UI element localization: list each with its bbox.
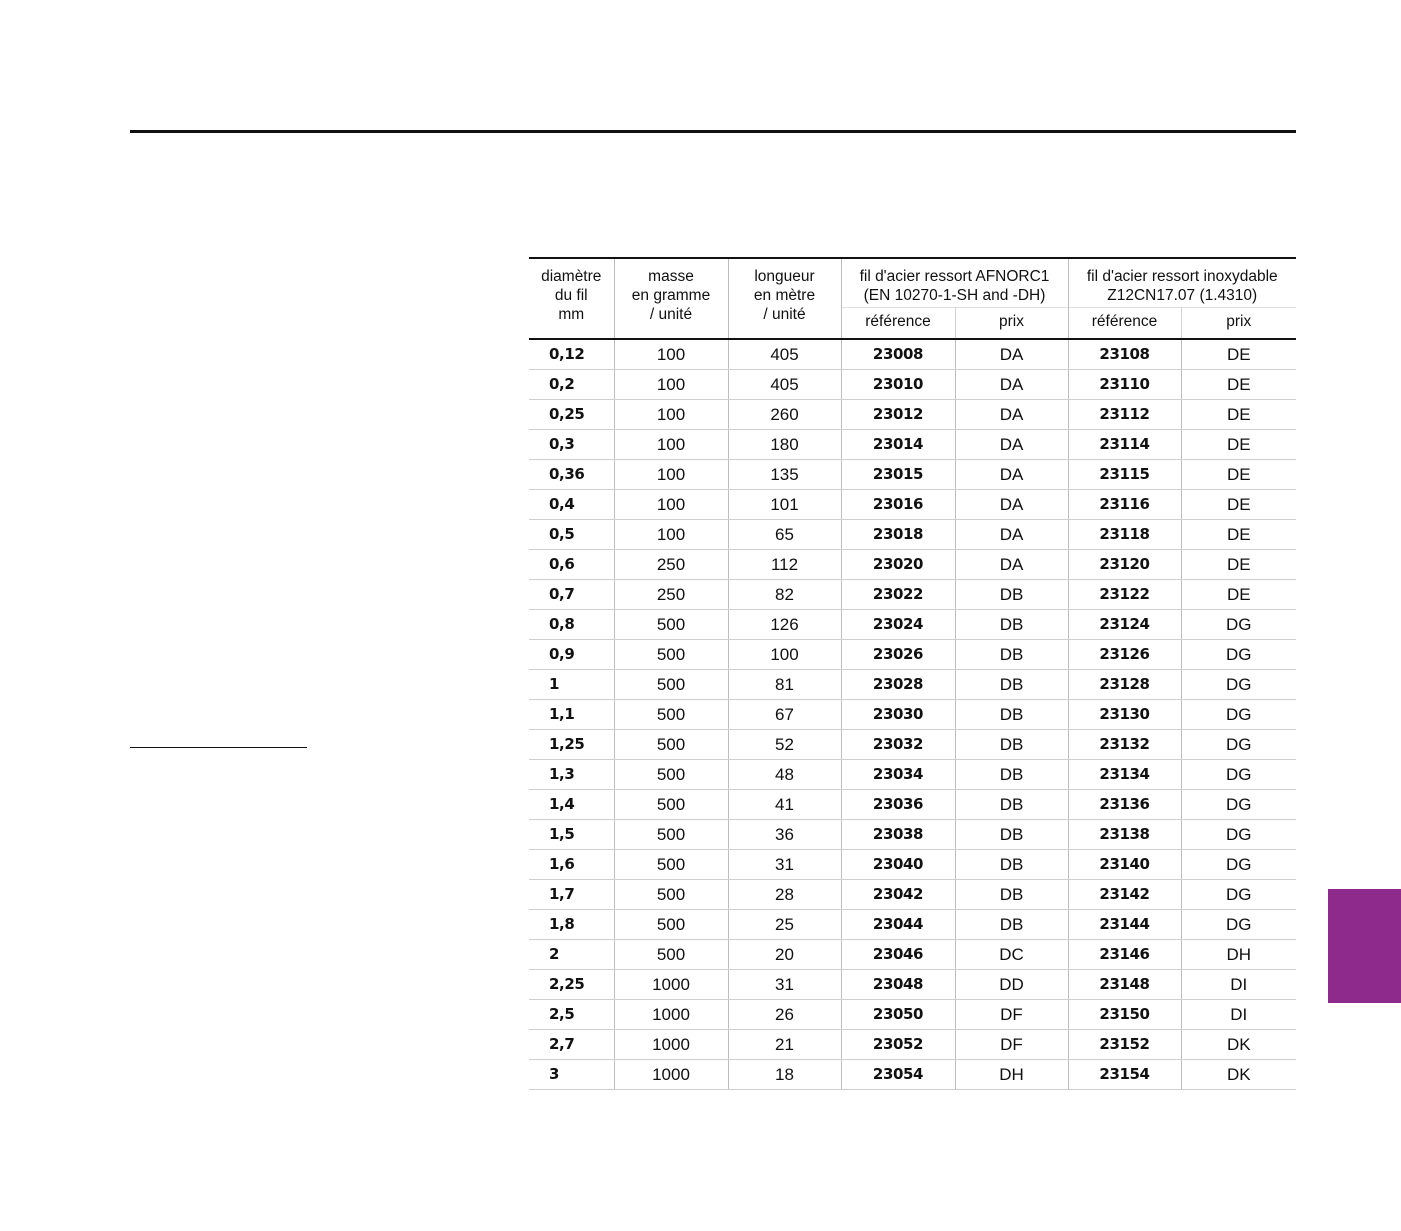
header-diameter-line: du fil — [554, 287, 588, 304]
cell-length: 28 — [728, 880, 841, 910]
header-length — [728, 258, 841, 339]
cell-price-carbon: DB — [955, 850, 1068, 880]
cell-price-stainless: DE — [1181, 339, 1296, 370]
cell-reference-carbon: 23030 — [841, 700, 955, 730]
table-body — [529, 339, 1296, 1090]
cell-reference-stainless: 23140 — [1068, 850, 1181, 880]
cell-price-stainless: DE — [1181, 580, 1296, 610]
cell-mass: 500 — [614, 940, 728, 970]
cell-price-stainless: DE — [1181, 430, 1296, 460]
cell-mass: 500 — [614, 700, 728, 730]
cell-length: 65 — [728, 520, 841, 550]
cell-mass: 500 — [614, 790, 728, 820]
table-row — [529, 700, 1296, 730]
cell-mass: 1000 — [614, 1030, 728, 1060]
cell-mass: 500 — [614, 820, 728, 850]
table-row — [529, 640, 1296, 670]
cell-reference-carbon: 23008 — [841, 339, 955, 370]
cell-reference-carbon: 23020 — [841, 550, 955, 580]
cell-reference-carbon: 23026 — [841, 640, 955, 670]
cell-reference-carbon: 23042 — [841, 880, 955, 910]
cell-price-stainless: DG — [1181, 700, 1296, 730]
cell-reference-carbon: 23032 — [841, 730, 955, 760]
header-mass-line: en gramme — [631, 287, 711, 304]
cell-reference-stainless: 23126 — [1068, 640, 1181, 670]
cell-mass: 100 — [614, 520, 728, 550]
header-reference-2: référence — [1068, 308, 1181, 340]
cell-price-stainless: DG — [1181, 670, 1296, 700]
cell-length: 18 — [728, 1060, 841, 1090]
cell-reference-stainless: 23124 — [1068, 610, 1181, 640]
header-group-line: fil d'acier ressort inoxydable — [1086, 268, 1278, 285]
cell-diameter: 3 — [529, 1060, 614, 1090]
cell-price-carbon: DA — [955, 520, 1068, 550]
cell-price-carbon: DC — [955, 940, 1068, 970]
header-group-line: Z12CN17.07 (1.4310) — [1107, 287, 1258, 304]
cell-length: 405 — [728, 339, 841, 370]
header-length-line: en mètre — [753, 287, 816, 304]
cell-diameter: 1,1 — [529, 700, 614, 730]
cell-reference-stainless: 23110 — [1068, 370, 1181, 400]
cell-reference-stainless: 23142 — [1068, 880, 1181, 910]
cell-mass: 100 — [614, 370, 728, 400]
cell-diameter: 1 — [529, 670, 614, 700]
table-row — [529, 910, 1296, 940]
cell-price-stainless: DG — [1181, 640, 1296, 670]
header-group-line: fil d'acier ressort AFNORC1 — [859, 268, 1050, 285]
cell-reference-carbon: 23024 — [841, 610, 955, 640]
header-diameter-line: mm — [558, 306, 585, 323]
cell-price-stainless: DK — [1181, 1060, 1296, 1090]
table-row — [529, 820, 1296, 850]
cell-price-carbon: DB — [955, 760, 1068, 790]
cell-price-stainless: DI — [1181, 970, 1296, 1000]
cell-diameter: 0,25 — [529, 400, 614, 430]
cell-length: 21 — [728, 1030, 841, 1060]
cell-length: 112 — [728, 550, 841, 580]
header-mass-line: masse — [648, 268, 694, 285]
cell-diameter: 0,6 — [529, 550, 614, 580]
cell-diameter: 0,9 — [529, 640, 614, 670]
cell-diameter: 0,2 — [529, 370, 614, 400]
header-group-stainless-steel — [1068, 258, 1296, 308]
cell-reference-stainless: 23108 — [1068, 339, 1181, 370]
cell-length: 405 — [728, 370, 841, 400]
cell-price-carbon: DB — [955, 610, 1068, 640]
cell-reference-stainless: 23120 — [1068, 550, 1181, 580]
table-row — [529, 940, 1296, 970]
cell-diameter: 1,8 — [529, 910, 614, 940]
cell-length: 31 — [728, 850, 841, 880]
cell-price-carbon: DB — [955, 580, 1068, 610]
cell-length: 48 — [728, 760, 841, 790]
cell-price-carbon: DB — [955, 700, 1068, 730]
cell-diameter: 0,5 — [529, 520, 614, 550]
header-price-2: prix — [1181, 308, 1296, 340]
cell-reference-carbon: 23012 — [841, 400, 955, 430]
cell-length: 26 — [728, 1000, 841, 1030]
cell-mass: 100 — [614, 430, 728, 460]
cell-price-carbon: DA — [955, 339, 1068, 370]
cell-diameter: 0,4 — [529, 490, 614, 520]
cell-price-stainless: DE — [1181, 520, 1296, 550]
cell-mass: 500 — [614, 670, 728, 700]
cell-length: 81 — [728, 670, 841, 700]
cell-reference-stainless: 23150 — [1068, 1000, 1181, 1030]
cell-price-carbon: DH — [955, 1060, 1068, 1090]
cell-reference-stainless: 23136 — [1068, 790, 1181, 820]
cell-price-carbon: DA — [955, 370, 1068, 400]
cell-price-carbon: DA — [955, 430, 1068, 460]
cell-mass: 1000 — [614, 970, 728, 1000]
cell-price-carbon: DA — [955, 550, 1068, 580]
cell-mass: 100 — [614, 460, 728, 490]
cell-mass: 500 — [614, 880, 728, 910]
cell-reference-stainless: 23148 — [1068, 970, 1181, 1000]
top-rule — [130, 130, 1296, 133]
cell-length: 52 — [728, 730, 841, 760]
header-diameter — [529, 258, 614, 339]
table-row — [529, 550, 1296, 580]
cell-price-carbon: DB — [955, 910, 1068, 940]
spring-wire-table — [529, 257, 1296, 1090]
cell-mass: 250 — [614, 550, 728, 580]
cell-mass: 100 — [614, 400, 728, 430]
cell-price-carbon: DB — [955, 820, 1068, 850]
cell-diameter: 1,3 — [529, 760, 614, 790]
cell-price-carbon: DA — [955, 490, 1068, 520]
cell-mass: 500 — [614, 910, 728, 940]
table-header — [529, 258, 1296, 339]
cell-reference-carbon: 23016 — [841, 490, 955, 520]
header-diameter-line: diamètre — [541, 268, 602, 285]
cell-diameter: 0,36 — [529, 460, 614, 490]
cell-reference-carbon: 23050 — [841, 1000, 955, 1030]
cell-price-stainless: DG — [1181, 850, 1296, 880]
cell-length: 41 — [728, 790, 841, 820]
cell-price-stainless: DE — [1181, 400, 1296, 430]
table-row — [529, 760, 1296, 790]
cell-price-stainless: DG — [1181, 880, 1296, 910]
table-row — [529, 580, 1296, 610]
cell-reference-stainless: 23115 — [1068, 460, 1181, 490]
cell-price-stainless: DE — [1181, 490, 1296, 520]
table-row — [529, 339, 1296, 370]
cell-length: 20 — [728, 940, 841, 970]
cell-reference-carbon: 23044 — [841, 910, 955, 940]
cell-reference-stainless: 23152 — [1068, 1030, 1181, 1060]
cell-mass: 1000 — [614, 1060, 728, 1090]
cell-mass: 100 — [614, 339, 728, 370]
header-price-1: prix — [955, 308, 1068, 340]
cell-length: 31 — [728, 970, 841, 1000]
cell-diameter: 1,5 — [529, 820, 614, 850]
cell-reference-carbon: 23052 — [841, 1030, 955, 1060]
cell-price-carbon: DB — [955, 640, 1068, 670]
cell-price-stainless: DG — [1181, 820, 1296, 850]
cell-length: 101 — [728, 490, 841, 520]
cell-mass: 250 — [614, 580, 728, 610]
cell-price-stainless: DE — [1181, 370, 1296, 400]
cell-reference-carbon: 23022 — [841, 580, 955, 610]
cell-reference-carbon: 23036 — [841, 790, 955, 820]
cell-reference-carbon: 23038 — [841, 820, 955, 850]
cell-reference-stainless: 23130 — [1068, 700, 1181, 730]
header-length-line: longueur — [754, 268, 815, 285]
cell-reference-stainless: 23114 — [1068, 430, 1181, 460]
table-row — [529, 370, 1296, 400]
cell-price-stainless: DE — [1181, 550, 1296, 580]
cell-diameter: 0,3 — [529, 430, 614, 460]
cell-reference-stainless: 23154 — [1068, 1060, 1181, 1090]
cell-price-stainless: DG — [1181, 760, 1296, 790]
cell-length: 260 — [728, 400, 841, 430]
cell-reference-stainless: 23146 — [1068, 940, 1181, 970]
cell-reference-stainless: 23134 — [1068, 760, 1181, 790]
table-row — [529, 610, 1296, 640]
cell-length: 180 — [728, 430, 841, 460]
cell-length: 36 — [728, 820, 841, 850]
table-row — [529, 1030, 1296, 1060]
table-row — [529, 400, 1296, 430]
cell-price-stainless: DG — [1181, 610, 1296, 640]
cell-price-stainless: DG — [1181, 790, 1296, 820]
cell-mass: 500 — [614, 760, 728, 790]
cell-price-stainless: DH — [1181, 940, 1296, 970]
cell-reference-carbon: 23010 — [841, 370, 955, 400]
cell-price-stainless: DI — [1181, 1000, 1296, 1030]
cell-reference-stainless: 23112 — [1068, 400, 1181, 430]
cell-reference-carbon: 23054 — [841, 1060, 955, 1090]
cell-reference-carbon: 23040 — [841, 850, 955, 880]
cell-price-carbon: DF — [955, 1000, 1068, 1030]
cell-diameter: 1,25 — [529, 730, 614, 760]
cell-reference-stainless: 23118 — [1068, 520, 1181, 550]
side-rule — [130, 747, 307, 748]
header-mass — [614, 258, 728, 339]
header-mass-line: / unité — [649, 306, 693, 323]
cell-price-carbon: DB — [955, 790, 1068, 820]
cell-mass: 500 — [614, 730, 728, 760]
cell-reference-stainless: 23132 — [1068, 730, 1181, 760]
header-length-line: / unité — [763, 306, 806, 323]
cell-diameter: 1,4 — [529, 790, 614, 820]
table-row — [529, 850, 1296, 880]
cell-price-carbon: DF — [955, 1030, 1068, 1060]
cell-price-stainless: DK — [1181, 1030, 1296, 1060]
cell-price-carbon: DB — [955, 730, 1068, 760]
cell-length: 135 — [728, 460, 841, 490]
cell-diameter: 1,6 — [529, 850, 614, 880]
table-row — [529, 460, 1296, 490]
cell-reference-carbon: 23018 — [841, 520, 955, 550]
cell-price-carbon: DA — [955, 460, 1068, 490]
cell-price-carbon: DB — [955, 880, 1068, 910]
table-row — [529, 880, 1296, 910]
table-row — [529, 430, 1296, 460]
cell-length: 25 — [728, 910, 841, 940]
cell-price-stainless: DG — [1181, 730, 1296, 760]
cell-reference-carbon: 23046 — [841, 940, 955, 970]
table-row — [529, 730, 1296, 760]
cell-length: 82 — [728, 580, 841, 610]
cell-mass: 500 — [614, 610, 728, 640]
cell-reference-carbon: 23014 — [841, 430, 955, 460]
cell-diameter: 0,7 — [529, 580, 614, 610]
table-row — [529, 490, 1296, 520]
cell-price-stainless: DE — [1181, 460, 1296, 490]
cell-diameter: 0,8 — [529, 610, 614, 640]
cell-reference-carbon: 23015 — [841, 460, 955, 490]
cell-reference-carbon: 23048 — [841, 970, 955, 1000]
cell-reference-stainless: 23116 — [1068, 490, 1181, 520]
cell-diameter: 0,12 — [529, 339, 614, 370]
cell-price-carbon: DB — [955, 670, 1068, 700]
cell-mass: 500 — [614, 850, 728, 880]
cell-reference-stainless: 23122 — [1068, 580, 1181, 610]
cell-diameter: 2 — [529, 940, 614, 970]
cell-reference-carbon: 23034 — [841, 760, 955, 790]
cell-mass: 1000 — [614, 1000, 728, 1030]
cell-diameter: 1,7 — [529, 880, 614, 910]
header-reference-1: référence — [841, 308, 955, 340]
cell-reference-carbon: 23028 — [841, 670, 955, 700]
table-row — [529, 790, 1296, 820]
cell-price-stainless: DG — [1181, 910, 1296, 940]
cell-price-carbon: DA — [955, 400, 1068, 430]
table-row — [529, 670, 1296, 700]
table-row — [529, 520, 1296, 550]
header-group-carbon-steel — [841, 258, 1068, 308]
cell-length: 126 — [728, 610, 841, 640]
cell-reference-stainless: 23144 — [1068, 910, 1181, 940]
cell-mass: 100 — [614, 490, 728, 520]
cell-reference-stainless: 23128 — [1068, 670, 1181, 700]
table-row — [529, 1000, 1296, 1030]
section-tab-marker — [1328, 889, 1401, 1003]
cell-reference-stainless: 23138 — [1068, 820, 1181, 850]
cell-diameter: 2,25 — [529, 970, 614, 1000]
header-group-line: (EN 10270-1-SH and -DH) — [863, 287, 1046, 304]
cell-diameter: 2,5 — [529, 1000, 614, 1030]
table-row — [529, 1060, 1296, 1090]
cell-price-carbon: DD — [955, 970, 1068, 1000]
cell-mass: 500 — [614, 640, 728, 670]
table-row — [529, 970, 1296, 1000]
cell-diameter: 2,7 — [529, 1030, 614, 1060]
cell-length: 100 — [728, 640, 841, 670]
cell-length: 67 — [728, 700, 841, 730]
